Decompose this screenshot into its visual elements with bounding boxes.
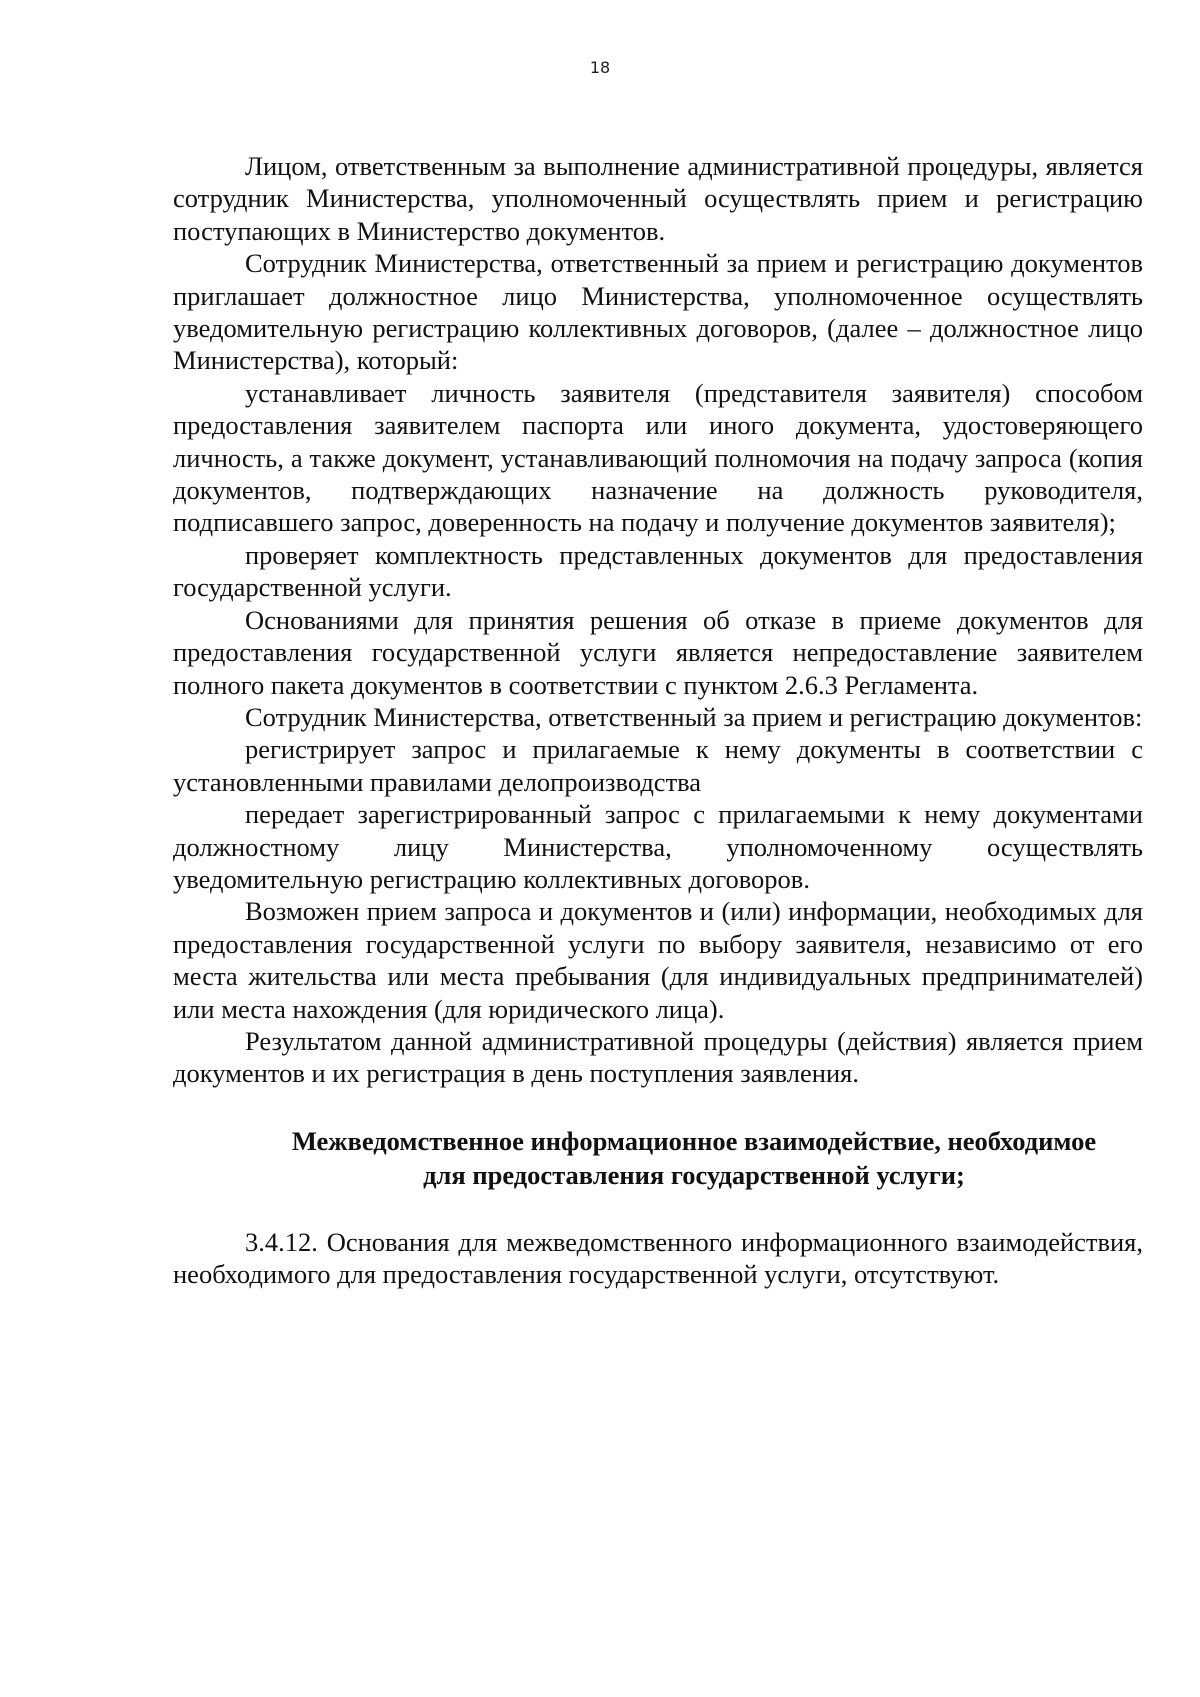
paragraph: Лицом, ответственным за выполнение административной процедуры, является сотрудник Министерства, уполномоченный осуществлять прием и регистрацию поступающих в Министерство документов. <box>173 151 1143 246</box>
paragraph: Основаниями для принятия решения об отказе в приеме документов для предоставления государственной услуги является непредоставление заявителем полного пакета документов в соответствии с пунктом 2.6.3 Регламента. <box>173 604 1143 700</box>
paragraph: Сотрудник Министерства, ответственный за прием и регистрацию документов приглашает должностное лицо Министерства, уполномоченное осуществлять уведомительную регистрацию коллективных договоров, (далее – должностное лицо Министерства), который: <box>173 248 1143 376</box>
final-paragraph: 3.4.12. Основания для межведомственного информационного взаимодействия, необходимого для предоставления государственной услуги, отсутствуют. <box>173 1226 1143 1290</box>
paragraph: устанавливает личность заявителя (представителя заявителя) способом предоставления заявителем паспорта или иного документа, удостоверяющего личность, а также документ, устанавливающий полномочия на подачу запроса (копия документов, подтверждающих назначение на должность руководителя, подписавшего запрос, доверенность на подачу и получение документов заявителя); <box>173 377 1143 538</box>
section-heading-line: для предоставления государственной услуги; <box>423 1159 965 1190</box>
paragraph: Возможен прием запроса и документов и (или) информации, необходимых для предоставления государственной услуги по выбору заявителя, независимо от его места жительства или места пребывания (для индивидуальных предпринимателей) или места нахождения (для юридического лица). <box>173 896 1143 1024</box>
paragraph: проверяет комплектность представленных документов для предоставления государственной услуги. <box>173 539 1143 603</box>
paragraph: Сотрудник Министерства, ответственный за прием и регистрацию документов: <box>245 701 1143 732</box>
document-body <box>173 150 1143 1291</box>
page-number: 18 <box>589 58 611 77</box>
section-heading <box>245 1124 1143 1192</box>
paragraph: передает зарегистрированный запрос с прилагаемыми к нему документами должностному лицу Министерства, уполномоченному осуществлять уведомительную регистрацию коллективных договоров. <box>173 799 1143 894</box>
paragraph: Результатом данной административной процедуры (действия) является прием документов и их регистрация в день поступления заявления. <box>173 1025 1143 1089</box>
paragraph: регистрирует запрос и прилагаемые к нему документы в соответствии с установленными правилами делопроизводства <box>173 734 1143 797</box>
section-heading-line: Межведомственное информационное взаимодействие, необходимое <box>291 1125 1097 1156</box>
